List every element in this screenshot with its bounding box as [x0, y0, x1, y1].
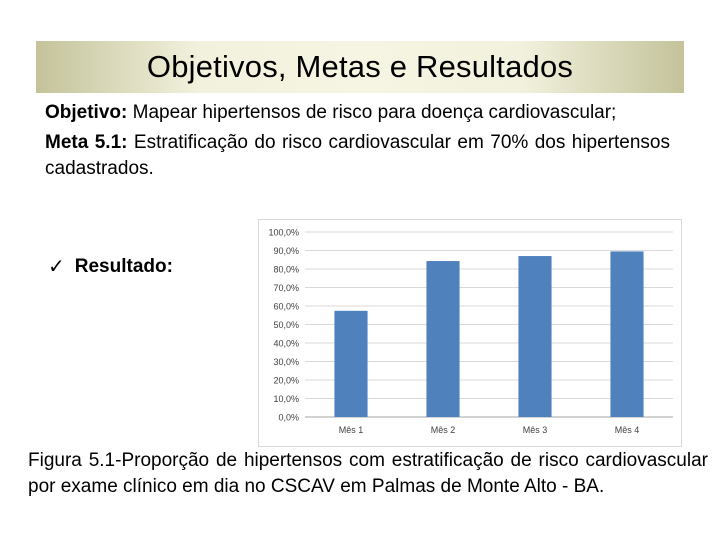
- bar-4: [610, 251, 643, 417]
- goal-text: Estratificação do risco cardiovascular em 70% dos hipertensos cadastrados.: [45, 132, 670, 179]
- goal-paragraph: [45, 130, 670, 182]
- x-tick-label: Mês 4: [614, 425, 640, 435]
- y-tick-label: 10,0%: [273, 394, 299, 404]
- bar-chart: [259, 220, 681, 446]
- y-tick-label: 90,0%: [273, 246, 299, 256]
- y-tick-label: 100,0%: [268, 227, 299, 238]
- figure-caption: Figura 5.1-Proporção de hipertensos com estratificação de risco cardiovascular por exame clínico em dia no CSCAV em Palmas de Monte Alto - BA.: [28, 450, 708, 497]
- x-tick-label: Mês 3: [522, 425, 548, 435]
- objective-text: Mapear hipertensos de risco para doença cardiovascular;: [127, 102, 617, 123]
- y-tick-label: 50,0%: [273, 320, 299, 330]
- y-tick-label: 80,0%: [273, 264, 299, 275]
- result-label: Resultado:: [74, 255, 173, 277]
- x-tick-label: Mês 2: [430, 425, 456, 435]
- objective-label: Objetivo:: [45, 102, 128, 123]
- y-tick-label: 0,0%: [278, 412, 299, 423]
- goal-label: Meta 5.1:: [45, 132, 128, 153]
- bar-1: [334, 311, 367, 417]
- chart-frame: [258, 219, 682, 447]
- slide-title: Objetivos, Metas e Resultados: [146, 49, 574, 84]
- title-band: [36, 41, 684, 93]
- check-icon: ✓: [48, 256, 65, 278]
- body-text: [45, 100, 670, 186]
- y-tick-label: 40,0%: [273, 338, 299, 349]
- y-tick-label: 70,0%: [273, 283, 299, 293]
- x-tick-label: Mês 1: [338, 425, 364, 435]
- y-tick-label: 30,0%: [273, 357, 299, 367]
- y-tick-label: 60,0%: [273, 301, 299, 312]
- bar-2: [426, 261, 459, 417]
- objective-paragraph: [45, 100, 670, 126]
- bar-3: [518, 256, 551, 417]
- result-heading: [48, 254, 173, 279]
- y-tick-label: 20,0%: [273, 375, 299, 386]
